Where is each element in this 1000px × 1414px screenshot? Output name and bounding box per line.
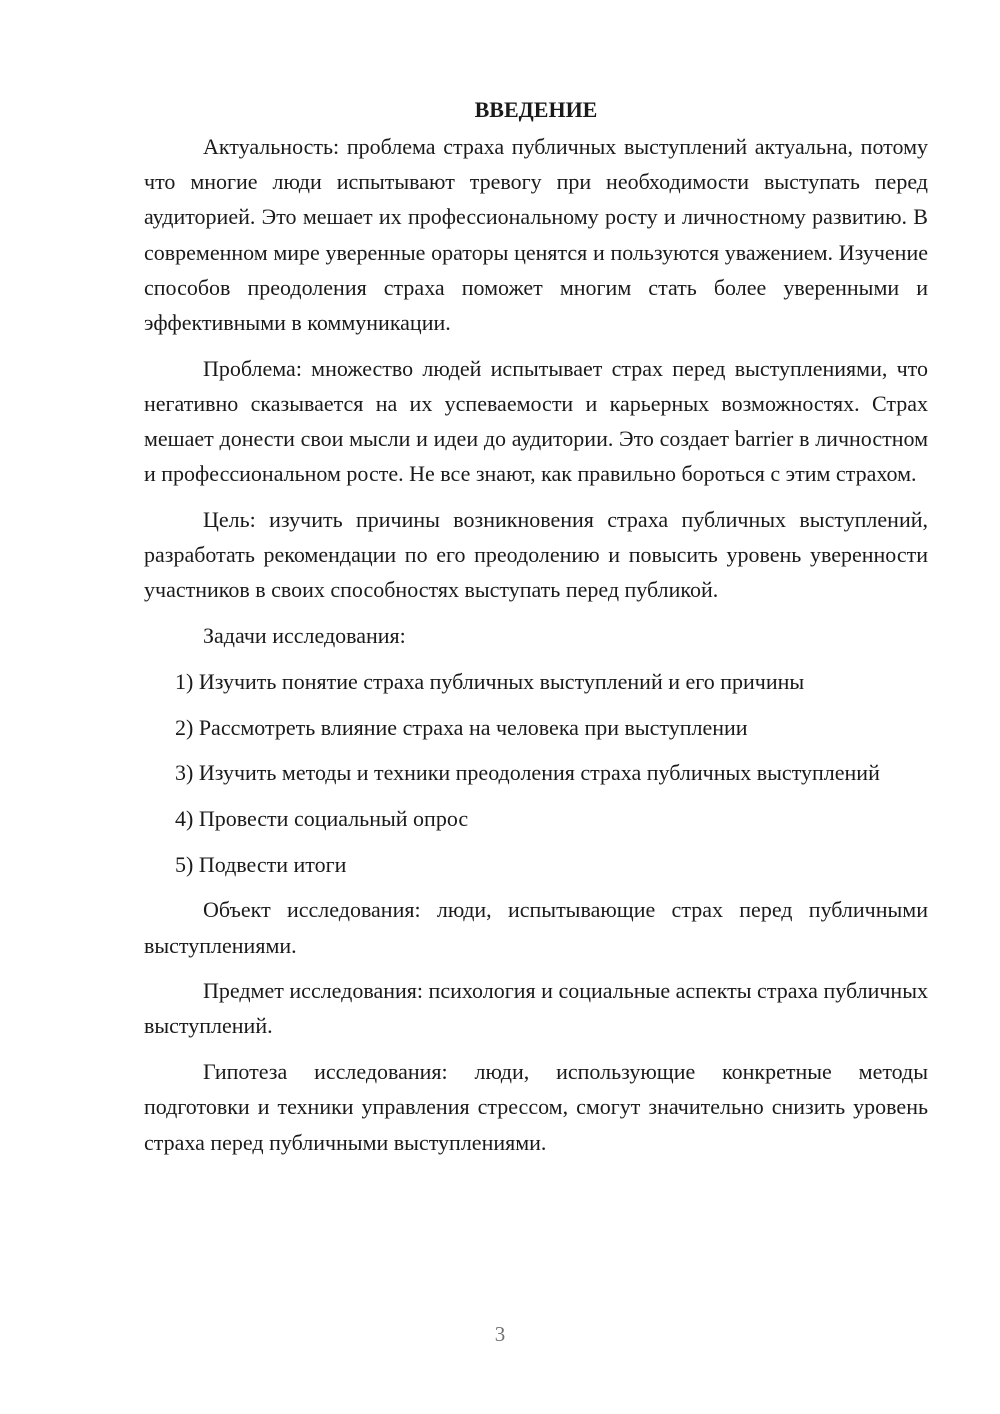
goal-paragraph: Цель: изучить причины возникновения страха публичных выступлений, разработать рекомендации по его преодолению и повысить уровень уверенности участников в своих способностях выступать перед публикой. [144, 507, 928, 603]
tasks-heading: Задачи исследования: [203, 623, 406, 649]
object-paragraph: Объект исследования: люди, испытывающие страх перед публичными выступлениями. [144, 897, 928, 958]
task-item: 3) Изучить методы и техники преодоления страха публичных выступлений [175, 760, 880, 786]
problem-paragraph: Проблема: множество людей испытывает страх перед выступлениями, что негативно сказывается на их успеваемости и карьерных возможностях. Страх мешает донести свои мысли и идеи до аудитории. Это создает barrier в личностном и профессиональном росте. Не все знают, как правильно бороться с этим страхом. [144, 355, 928, 487]
task-item: 1) Изучить понятие страха публичных выступлений и его причины [175, 668, 805, 694]
hypothesis-paragraph: Гипотеза исследования: люди, использующие конкретные методы подготовки и техники управления стрессом, смогут значительно снизить уровень страха перед публичными выступлениями. [144, 1059, 928, 1155]
page-number: 3 [494, 1322, 506, 1346]
tasks-list [144, 664, 928, 882]
task-item: 4) Провести социальный опрос [175, 805, 469, 831]
relevance-paragraph: Актуальность: проблема страха публичных выступлений актуальна, потому что многие люди испытывают тревогу при необходимости выступать перед аудиторией. Это мешает их профессиональному росту и личностному развитию. В современном мире уверенные ораторы ценятся и пользуются уважением. Изучение способов преодоления страха поможет многим стать более уверенными и эффективными в коммуникации. [144, 134, 928, 336]
document-page [144, 92, 928, 1170]
task-item: 5) Подвести итоги [175, 851, 347, 877]
subject-paragraph: Предмет исследования: психология и социальные аспекты страха публичных выступлений. [144, 978, 928, 1039]
task-item: 2) Рассмотреть влияние страха на человека при выступлении [175, 714, 748, 740]
page-title: ВВЕДЕНИЕ [474, 97, 598, 122]
